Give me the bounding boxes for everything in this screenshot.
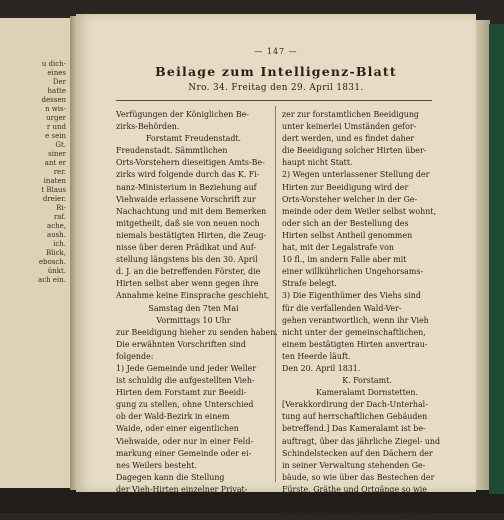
text-line: markung einer Gemeinde oder ei- bbox=[116, 448, 252, 458]
text-line: 3) Die Eigenthümer des Viehs sind bbox=[282, 291, 421, 301]
text-line: gung zu stellen, ohne Unterschied bbox=[116, 400, 254, 410]
text-line: Verfügungen der Königlichen Be- bbox=[116, 110, 249, 119]
left-page-fragment: u dich- bbox=[41, 60, 66, 68]
text-line: zirks wird folgende durch das K. Fi- bbox=[116, 170, 260, 180]
left-page bbox=[0, 18, 72, 488]
text-line: stellung längstens bis den 30. April bbox=[116, 255, 258, 265]
text-line: 1) Jede Gemeinde und jeder Weller bbox=[116, 363, 257, 373]
text-line: Orts-Vorstehern dieseitigen Amts-Be- bbox=[116, 158, 265, 168]
text-line: oder sich an der Bestellung des bbox=[282, 218, 409, 228]
text-line: ob der Wald-Bezirk in einem bbox=[116, 412, 230, 422]
text-line: folgende: bbox=[116, 351, 154, 361]
text-line: einem bestätigten Hirten anvertrau- bbox=[282, 339, 428, 349]
text-line: für die verfallenden Wald-Ver- bbox=[282, 303, 402, 313]
text-line: mitgetheilt, daß sie von neuen noch bbox=[116, 218, 260, 228]
text-line: haupt nicht Statt. bbox=[282, 158, 353, 168]
text-line: terialien Akkorde auf mehrere Jahre bbox=[282, 509, 428, 519]
left-page-fragment: aush. bbox=[46, 231, 66, 239]
text-line: Orts-Vorsteher welcher in der Ge- bbox=[282, 194, 418, 204]
left-page-fragment: dessen bbox=[41, 96, 66, 104]
text-line: betreffend.] Das Kameralamt ist be- bbox=[282, 424, 426, 434]
text-line: 2) Wegen unterlassener Stellung der bbox=[282, 170, 430, 180]
left-page-fragment: raf. bbox=[53, 213, 66, 221]
text-line: Schindelstecken auf den Dächern der bbox=[282, 448, 433, 458]
text-line: Dagegen kann die Stellung bbox=[116, 472, 225, 482]
text-line: Forstamt Freudenstadt. bbox=[145, 134, 242, 144]
text-line: Strafe belegt. bbox=[282, 279, 337, 289]
page-number: — 147 — bbox=[254, 47, 298, 56]
text-line: zer zur forstamtlichen Beeidigung bbox=[282, 110, 419, 119]
left-page-fragment: ebosch. bbox=[38, 258, 66, 266]
text-line: Fürste, Gräthe und Ortgänge so wie bbox=[282, 484, 427, 494]
left-page-text bbox=[2, 60, 68, 285]
text-line: auftragt, über das jährliche Ziegel- und bbox=[282, 436, 441, 446]
right-page bbox=[76, 14, 476, 519]
left-page-fragment: Der bbox=[52, 78, 66, 86]
header-rule bbox=[116, 100, 432, 101]
text-line: nes Weilers besteht. bbox=[116, 460, 197, 470]
left-column bbox=[116, 109, 278, 508]
left-page-fragment: urger bbox=[46, 114, 66, 122]
text-line: niemals bestätigten Hirten, die Zeug- bbox=[116, 230, 267, 240]
text-line: nicht unter der gemeinschaftlichen, bbox=[282, 327, 426, 337]
right-column bbox=[282, 109, 452, 520]
text-line: die Beeidigung solcher Hirten über- bbox=[282, 146, 427, 156]
text-line: bäude, so wie über das Bestechen der bbox=[282, 472, 435, 482]
issue-line: Nro. 34. Freitag den 29. April 1831. bbox=[188, 83, 364, 93]
text-line: zirks-Behörden. bbox=[116, 122, 180, 132]
text-line: hat, mit der Legalstrafe von bbox=[282, 243, 394, 253]
text-line: dert werden, und es findet daher bbox=[282, 134, 415, 144]
left-page-fragment: ünkt. bbox=[47, 267, 66, 275]
text-line: nanz-Ministerium in Beziehung auf bbox=[116, 182, 257, 192]
text-line: Viehwaide, oder nur in einer Feld- bbox=[116, 436, 254, 446]
text-line: einer willkührlichen Ungehorsams- bbox=[282, 267, 424, 277]
left-page-fragment: hatte bbox=[47, 87, 66, 95]
left-page-fragment: Gt. bbox=[55, 141, 66, 149]
text-line: Nachachtung und mit dem Bemerken bbox=[116, 206, 267, 216]
text-line: Die erwähnten Vorschriften sind bbox=[116, 339, 246, 349]
page-edges bbox=[476, 20, 490, 490]
text-line: tung auf herrschaftlichen Gebäuden bbox=[282, 412, 428, 422]
text-line: gehen verantwortlich, wenn ihr Vieh bbox=[282, 315, 429, 325]
left-page-fragment: inaten bbox=[43, 177, 66, 185]
text-line: nisse über deren Prädikat und Auf- bbox=[116, 243, 257, 253]
text-line: Waide, oder einer eigentlichen bbox=[116, 424, 239, 434]
text-line: Hirten selbst Antheil genommen bbox=[282, 230, 413, 240]
left-page-fragment: ache, bbox=[47, 222, 66, 230]
text-line: Vormittags 10 Uhr bbox=[156, 315, 231, 325]
text-line: in seiner Verwaltung stehenden Ge- bbox=[282, 460, 426, 470]
book-cover-edge bbox=[489, 24, 504, 494]
left-page-fragment: t Blaus bbox=[41, 186, 66, 194]
column-divider bbox=[275, 106, 276, 482]
left-page-fragment: rer. bbox=[53, 168, 66, 176]
text-line: Hirten zur Beeidigung wird der bbox=[282, 182, 409, 192]
text-line: Freudenstadt. Sämmtlichen bbox=[116, 146, 228, 156]
text-line: ten Heerde läuft. bbox=[282, 351, 351, 361]
left-page-fragment: ach ein. bbox=[38, 276, 66, 284]
text-line: meinde oder dem Weiler selbst wohnt, bbox=[282, 206, 436, 216]
text-line: 10 fl., im andern Falle aber mit bbox=[282, 255, 407, 265]
left-page-fragment: siner bbox=[48, 150, 66, 158]
text-line: zur Beeidigung hieher zu senden haben. bbox=[116, 327, 278, 337]
left-page-fragment: r und bbox=[46, 123, 66, 131]
left-page-fragment: e sein bbox=[45, 132, 66, 140]
text-line: Hirten selbst aber wenn gegen ihre bbox=[116, 279, 259, 289]
text-line: Den 20. April 1831. bbox=[282, 363, 361, 373]
left-page-fragment: dreier. bbox=[42, 195, 66, 203]
text-line: K. Forstamt. bbox=[342, 376, 392, 386]
text-line: d. J. an die betreffenden Förster, die bbox=[116, 267, 261, 277]
text-line: ist schuldig die aufgestellten Vieh- bbox=[116, 376, 255, 386]
left-page-fragment: ant er bbox=[44, 159, 66, 167]
left-page-fragment: Ri- bbox=[56, 204, 66, 212]
text-line: Samstag den 7ten Mai bbox=[148, 303, 239, 313]
text-line: Viehwaide erlassene Vorschrift zur bbox=[116, 194, 256, 204]
text-line: Annahme keine Einsprache geschieht, bbox=[116, 291, 270, 301]
text-line: Kameralamt Dornstetten. bbox=[315, 388, 419, 398]
left-page-fragment: Blick, bbox=[45, 249, 66, 257]
text-line: unter keinerlei Umständen gefor- bbox=[282, 122, 417, 132]
page-title: Beilage zum Intelligenz-Blatt bbox=[155, 64, 397, 79]
text-line: [Verakkordirung der Dach-Unterhal- bbox=[282, 400, 428, 410]
text-line: der Dachläden mit Einschluß der Ma- bbox=[282, 497, 433, 506]
text-line: der Vieh-Hirten einzelner Privat- bbox=[116, 484, 248, 494]
text-line: Personen, Guts- oder Hof-Besit- bbox=[116, 497, 243, 506]
left-page-fragment: eines bbox=[47, 69, 66, 77]
left-page-fragment: ich. bbox=[53, 240, 66, 248]
left-page-fragment: n wis- bbox=[45, 105, 66, 113]
text-line: Hirten dem Forstamt zur Beeidi- bbox=[116, 388, 247, 398]
